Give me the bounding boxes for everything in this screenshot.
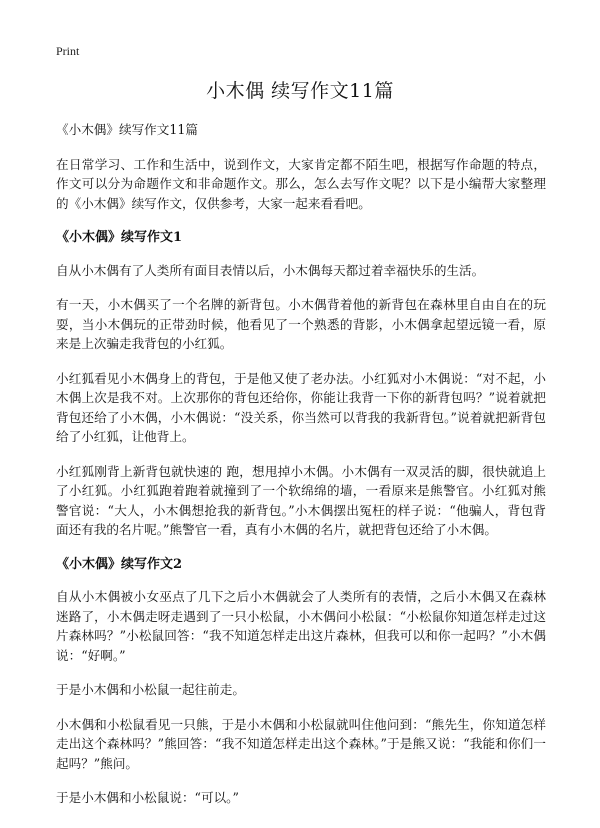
intro-paragraph: 在日常学习、工作和生活中，说到作文，大家肯定都不陌生吧，根据写作命题的特点，作文可以分为命题作文和非命题作文。那么，怎么去写作文呢？以下是小编帮大家整理的《小木偶》续写作文，仅供参考，大家一起来看看吧。 [56,156,546,211]
section-1-paragraph: 小红狐看见小木偶身上的背包，于是他又使了老办法。小红狐对小木偶说：“对不起，小木偶上次是我不对。上次那你的背包还给你，你能让我背一下你的新背包吗？”说着就把背包还给了小木偶，小木偶说：“没关系，你当然可以背我的我新背包。”说着就把新背包给了小红狐，让他背上。 [56,370,546,444]
section-2-paragraph: 自从小木偶被小女巫点了几下之后小木偶就会了人类所有的表情，之后小木偶又在森林迷路了，小木偶走呀走遇到了一只小松鼠，小木偶问小松鼠：“小松鼠你知道怎样走过这片森林吗？”小松鼠回答：“我不知道怎样走出这片森林，但我可以和你一起吗？”小木偶说：“好啊。” [56,589,546,663]
section-heading-2: 《小木偶》续写作文2 [56,556,183,572]
article-subtitle: 《小木偶》续写作文11篇 [56,122,198,137]
section-2-paragraph: 于是小木偶和小松鼠一起往前走。 [56,682,245,697]
section-1-paragraph: 有一天，小木偶买了一个名牌的新背包。小木偶背着他的新背包在森林里自由自在的玩耍，当小木偶玩的正带劲时候，他看见了一个熟悉的背影，小木偶拿起望远镜一看，原来是上次骗走我背包的小红狐。 [56,297,546,351]
section-1-paragraph: 自从小木偶有了人类所有面目表情以后，小木偶每天都过着幸福快乐的生活。 [56,262,485,278]
print-link[interactable]: Print [56,44,80,58]
page-title: 小木偶 续写作文11篇 [206,80,394,102]
section-2-paragraph: 小木偶和小松鼠看见一只熊，于是小木偶和小松鼠就叫住他问到：“熊先生，你知道怎样走出这个森林吗？”熊回答：“我不知道怎样走出这个森林。”于是熊又说：“我能和你们一起吗？”熊问。 [56,716,546,771]
section-2-paragraph: 于是小木偶和小松鼠说：“可以。” [56,790,239,805]
section-heading-1: 《小木偶》续写作文1 [56,230,183,245]
section-1-paragraph: 小红狐刚背上新背包就快速的 跑，想甩掉小木偶。小木偶有一双灵活的脚，很快就追上了小红狐。小红狐跑着跑着就撞到了一个软绵绵的墙，一看原来是熊警官。小红狐对熊警官说：“大人，小木偶想抢我的新背包。”小木偶摆出冤枉的样子说：“他骗人，背包背面还有我的名片呢。”熊警官一看，真有小木偶的名片，就把背包还给了小木偶。 [56,463,546,537]
article-body [56,120,546,823]
